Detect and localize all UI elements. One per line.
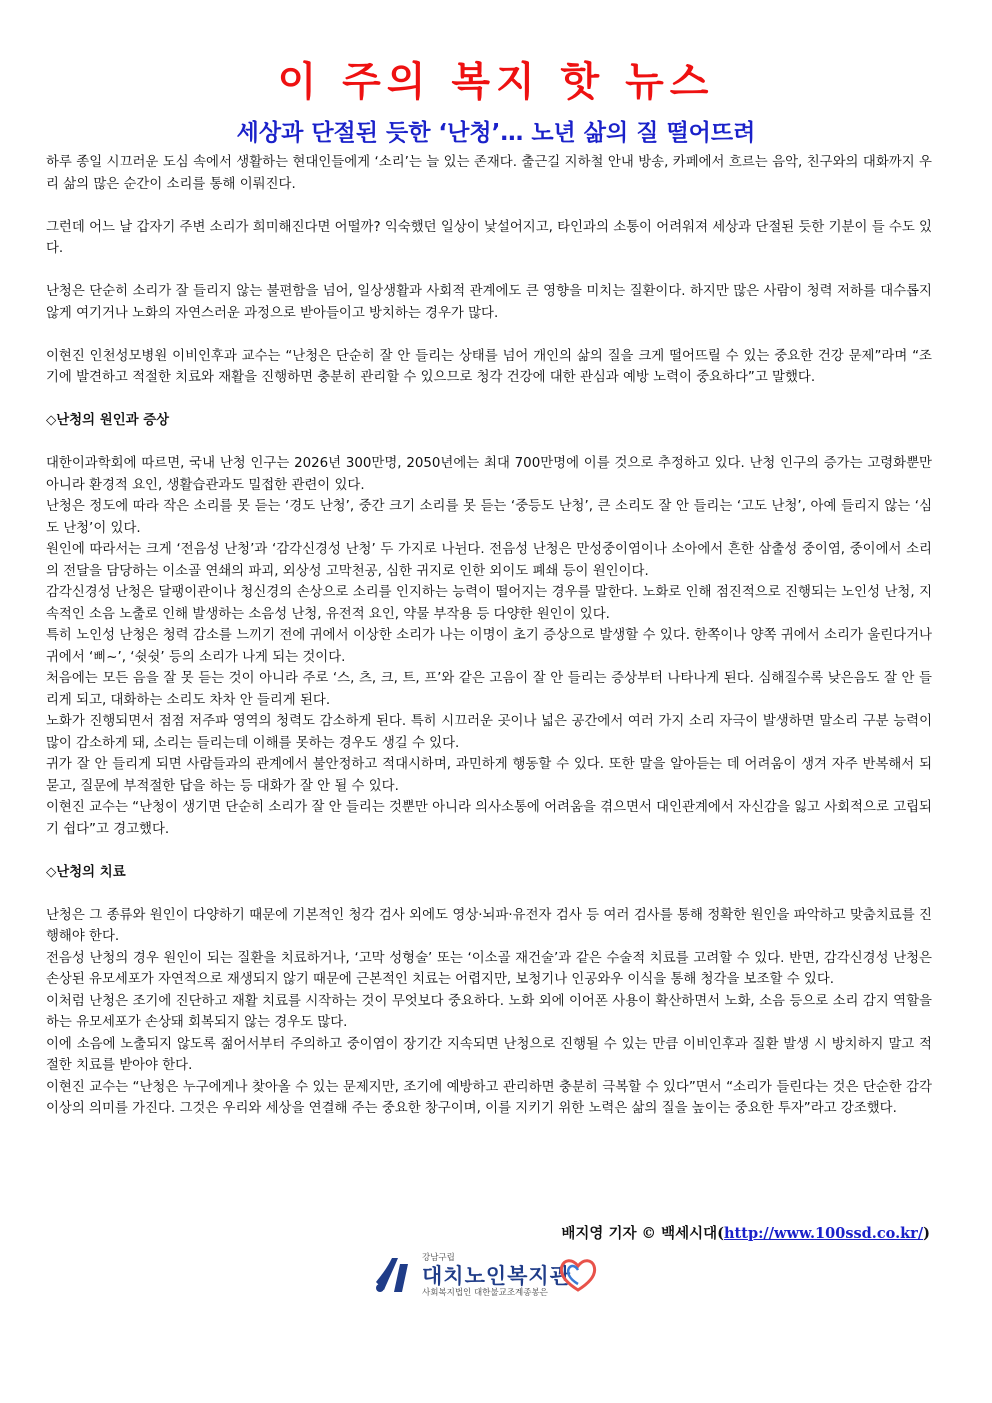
paragraph: 이현진 인천성모병원 이비인후과 교수는 “난청은 단순히 잘 안 들리는 상태를 넘어 개인의 삶의 질을 크게 떨어뜨릴 수 있는 중요한 건강 문제”라며 “조기에 발견하고 적절한 치료와 재활을 진행하면 충분히 관리할 수 있으므로 청각 건강에 대한 관심과 예방 노력이 중요하다”고 말했다. <box>46 348 932 385</box>
source-link[interactable]: http://www.100ssd.co.kr/ <box>724 1225 924 1242</box>
page-title: 이 주의 복지 핫 뉴스 <box>277 59 715 105</box>
logo-district-text: 강남구립 <box>422 1253 455 1263</box>
paragraph: 노화가 진행되면서 점점 저주파 영역의 청력도 감소하게 된다. 특히 시끄러운 곳이나 넓은 공간에서 여러 가지 소리 자극이 발생하면 말소리 구분 능력이 많이 감소하게 돼, 소리는 들리는데 이해를 못하는 경우도 생길 수 있다. <box>46 714 932 751</box>
organization-logo <box>372 1248 612 1300</box>
heart-icon <box>558 1256 598 1292</box>
paragraph: 하루 종일 시끄러운 도심 속에서 생활하는 현대인들에게 ‘소리’는 늘 있는 존재다. 출근길 지하철 안내 방송, 카페에서 흐르는 음악, 친구와의 대화까지 우리 삶의 많은 순간이 소리를 통해 이뤄진다. <box>46 155 932 192</box>
logo-mark-icon <box>372 1252 412 1296</box>
paragraph: 처음에는 모든 음을 잘 못 듣는 것이 아니라 주로 ‘스, 츠, 크, 트, 프’와 같은 고음이 잘 안 들리는 증상부터 나타나게 된다. 심해질수록 낮은음도 잘 안 들리게 되고, 대화하는 소리도 차차 안 들리게 된다. <box>46 671 932 708</box>
paragraph: 원인에 따라서는 크게 ‘전음성 난청’과 ‘감각신경성 난청’ 두 가지로 나뉜다. 전음성 난청은 만성중이염이나 소아에서 흔한 삼출성 중이염, 중이에서 소리의 전달을 담당하는 이소골 연쇄의 파괴, 외상성 고막천공, 심한 귀지로 인한 외이도 폐쇄 등이 원인이다. <box>46 542 932 579</box>
paragraph: 전음성 난청의 경우 원인이 되는 질환을 치료하거나, ‘고막 성형술’ 또는 ‘이소골 재건술’과 같은 수술적 치료를 고려할 수 있다. 반면, 감각신경성 난청은 손상된 유모세포가 자연적으로 재생되지 않기 때문에 근본적인 치료는 어렵지만, 보청기나 인공와우 이식을 통해 청각을 보조할 수 있다. <box>46 950 932 987</box>
byline <box>561 1222 930 1243</box>
paragraph: 이에 소음에 노출되지 않도록 젊어서부터 주의하고 중이염이 장기간 지속되면 난청으로 진행될 수 있는 만큼 이비인후과 질환 발생 시 방치하지 말고 적절한 치료를 받아야 한다. <box>46 1036 932 1073</box>
paragraph: 난청은 단순히 소리가 잘 들리지 않는 불편함을 넘어, 일상생활과 사회적 관계에도 큰 영향을 미치는 질환이다. 하지만 많은 사람이 청력 저하를 대수롭지 않게 여기거나 노화의 자연스러운 과정으로 받아들이고 방치하는 경우가 많다. <box>46 284 932 321</box>
paragraph: 이현진 교수는 “난청이 생기면 단순히 소리가 잘 안 들리는 것뿐만 아니라 의사소통에 어려움을 겪으면서 대인관계에서 자신감을 잃고 사회적으로 고립되기 쉽다”고 경고했다. <box>46 800 932 837</box>
paragraph: 난청은 그 종류와 원인이 다양하기 때문에 기본적인 청각 검사 외에도 영상·뇌파·유전자 검사 등 여러 검사를 통해 정확한 원인을 파악하고 맞춤치료를 진행해야 한다. <box>46 907 932 944</box>
paragraph: 난청은 정도에 따라 작은 소리를 못 듣는 ‘경도 난청’, 중간 크기 소리를 못 듣는 ‘중등도 난청’, 큰 소리도 잘 안 들리는 ‘고도 난청’, 아예 들리지 않는 ‘심도 난청’이 있다. <box>46 499 932 536</box>
paragraph: 이처럼 난청은 조기에 진단하고 재활 치료를 시작하는 것이 무엇보다 중요하다. 노화 외에 이어폰 사용이 확산하면서 노화, 소음 등으로 소리 감지 역할을 하는 유모세포가 손상돼 회복되지 않는 경우도 많다. <box>46 993 932 1030</box>
article-body <box>46 152 932 1120</box>
article-headline: 세상과 단절된 듯한 ‘난청’… 노년 삶의 질 떨어뜨려 <box>236 120 756 146</box>
logo-name-text: 대치노인복지관 <box>422 1264 572 1288</box>
section-heading-causes: ◇난청의 원인과 증상 <box>46 413 170 428</box>
paragraph: 이현진 교수는 “난청은 누구에게나 찾아올 수 있는 문제지만, 조기에 예방하고 관리하면 충분히 극복할 수 있다”면서 “소리가 들린다는 것은 단순한 감각 이상의 의미를 가진다. 그것은 우리와 세상을 연결해 주는 중요한 창구이며, 이를 지키기 위한 노력은 삶의 질을 높이는 중요한 투자”라고 강조했다. <box>46 1079 932 1116</box>
section-heading-treatment: ◇난청의 치료 <box>46 864 126 880</box>
paragraph: 귀가 잘 안 들리게 되면 사람들과의 관계에서 불안정하고 적대시하며, 과민하게 행동할 수 있다. 또한 말을 알아듣는 데 어려움이 생겨 자주 반복해서 되묻고, 질문에 부적절한 답을 하는 등 대화가 잘 안 될 수 있다. <box>46 757 932 794</box>
paragraph: 감각신경성 난청은 달팽이관이나 청신경의 손상으로 소리를 인지하는 능력이 떨어지는 경우를 말한다. 노화로 인해 점진적으로 진행되는 노인성 난청, 지속적인 소음 노출로 인해 발생하는 소음성 난청, 유전적 요인, 약물 부작용 등 다양한 원인이 있다. <box>46 585 932 622</box>
byline-suffix: ) <box>923 1225 930 1242</box>
paragraph: 대한이과학회에 따르면, 국내 난청 인구는 2026년 300만명, 2050년에는 최대 700만명에 이를 것으로 추정하고 있다. 난청 인구의 증가는 고령화뿐만 아니라 환경적 요인, 생활습관과도 밀접한 관련이 있다. <box>46 456 932 493</box>
paragraph: 특히 노인성 난청은 청력 감소를 느끼기 전에 귀에서 이상한 소리가 나는 이명이 초기 증상으로 발생할 수 있다. 한쪽이나 양쪽 귀에서 소리가 울린다거나 귀에서 ‘삐~’, ‘쉿쉿’ 등의 소리가 나게 되는 것이다. <box>46 628 932 665</box>
logo-foundation-text: 사회복지법인 대한불교조계종봉은 <box>422 1288 548 1298</box>
paragraph: 그런데 어느 날 갑자기 주변 소리가 희미해진다면 어떨까? 익숙했던 일상이 낯설어지고, 타인과의 소통이 어려워져 세상과 단절된 듯한 기분이 들 수도 있다. <box>46 219 932 256</box>
byline-author: 배지영 기자 © 백세시대( <box>561 1225 724 1242</box>
